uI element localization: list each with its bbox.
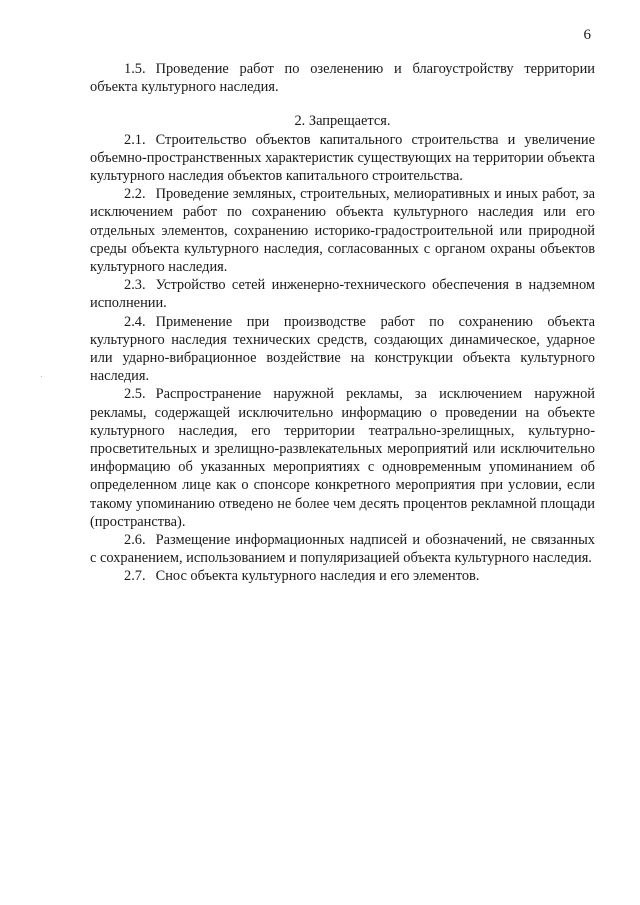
document-body: [90, 60, 595, 586]
paragraph-2-6: [90, 531, 595, 567]
paragraph-number: 2.1.: [124, 131, 146, 148]
paragraph-text: Размещение информационных надписей и обозначений, не связанных с сохранением, использованием и популяризацией объекта культурного наследия.: [90, 532, 595, 567]
paragraph-number: 1.5.: [124, 61, 146, 77]
paragraph-number: 2.2.: [124, 186, 146, 203]
paragraph-number: 2.5.: [124, 386, 146, 403]
paragraph-number: 2.3.: [124, 277, 146, 294]
paragraph-2-7: [90, 567, 595, 585]
scan-speck: [41, 376, 42, 377]
paragraph-number: 2.7.: [124, 568, 146, 585]
paragraph-2-1: [90, 131, 595, 186]
paragraph-text: Строительство объектов капитального строительства и увеличение объемно-пространственных характеристик существующих на территории объекта культурного наследия объектов капитального строительства.: [90, 131, 595, 185]
page-number: 6: [583, 27, 591, 43]
paragraph-text: Устройство сетей инженерно-технического обеспечения в надземном исполнении.: [90, 277, 595, 312]
paragraph-2-3: [90, 276, 595, 312]
paragraph-2-5: [90, 385, 595, 531]
paragraph-text: Проведение земляных, строительных, мелиоративных и иных работ, за исключением работ по сохранению объекта культурного наследия или его отдельных элементов, сохранению историко-градостроительной или природной среды объекта культурного наследия, согласованных с органом охраны объектов культурного наследия.: [90, 186, 595, 276]
paragraph-text: Применение при производстве работ по сохранению объекта культурного наследия технических средств, создающих динамическое, ударное или ударно-вибрационное воздействие на конструкции объекта культурного наследия.: [90, 313, 595, 385]
section-heading: 2. Запрещается.: [294, 113, 391, 130]
paragraph-number: 2.6.: [124, 532, 146, 549]
paragraph-number: 2.4.: [124, 313, 146, 330]
paragraph-text: Снос объекта культурного наследия и его элементов.: [155, 568, 480, 585]
paragraph-1-5: [90, 60, 595, 96]
paragraph-2-4: [90, 313, 595, 386]
paragraph-2-2: [90, 185, 595, 276]
paragraph-text: Распространение наружной рекламы, за исключением наружной рекламы, содержащей исключительно информацию о проведении на объекте культурного наследия, его территории театрально-зрелищных, культурно-просветительных и зрелищно-развлекательных мероприятий или исключительно информацию об указанных мероприятиях с одновременным упоминанием об определенном лице как о спонсоре конкретного мероприятия при условии, если такому упоминанию отведено не более чем десять процентов рекламной площади (пространства).: [90, 386, 595, 530]
paragraph-text: Проведение работ по озеленению и благоустройству территории объекта культурного наследия.: [90, 61, 595, 96]
